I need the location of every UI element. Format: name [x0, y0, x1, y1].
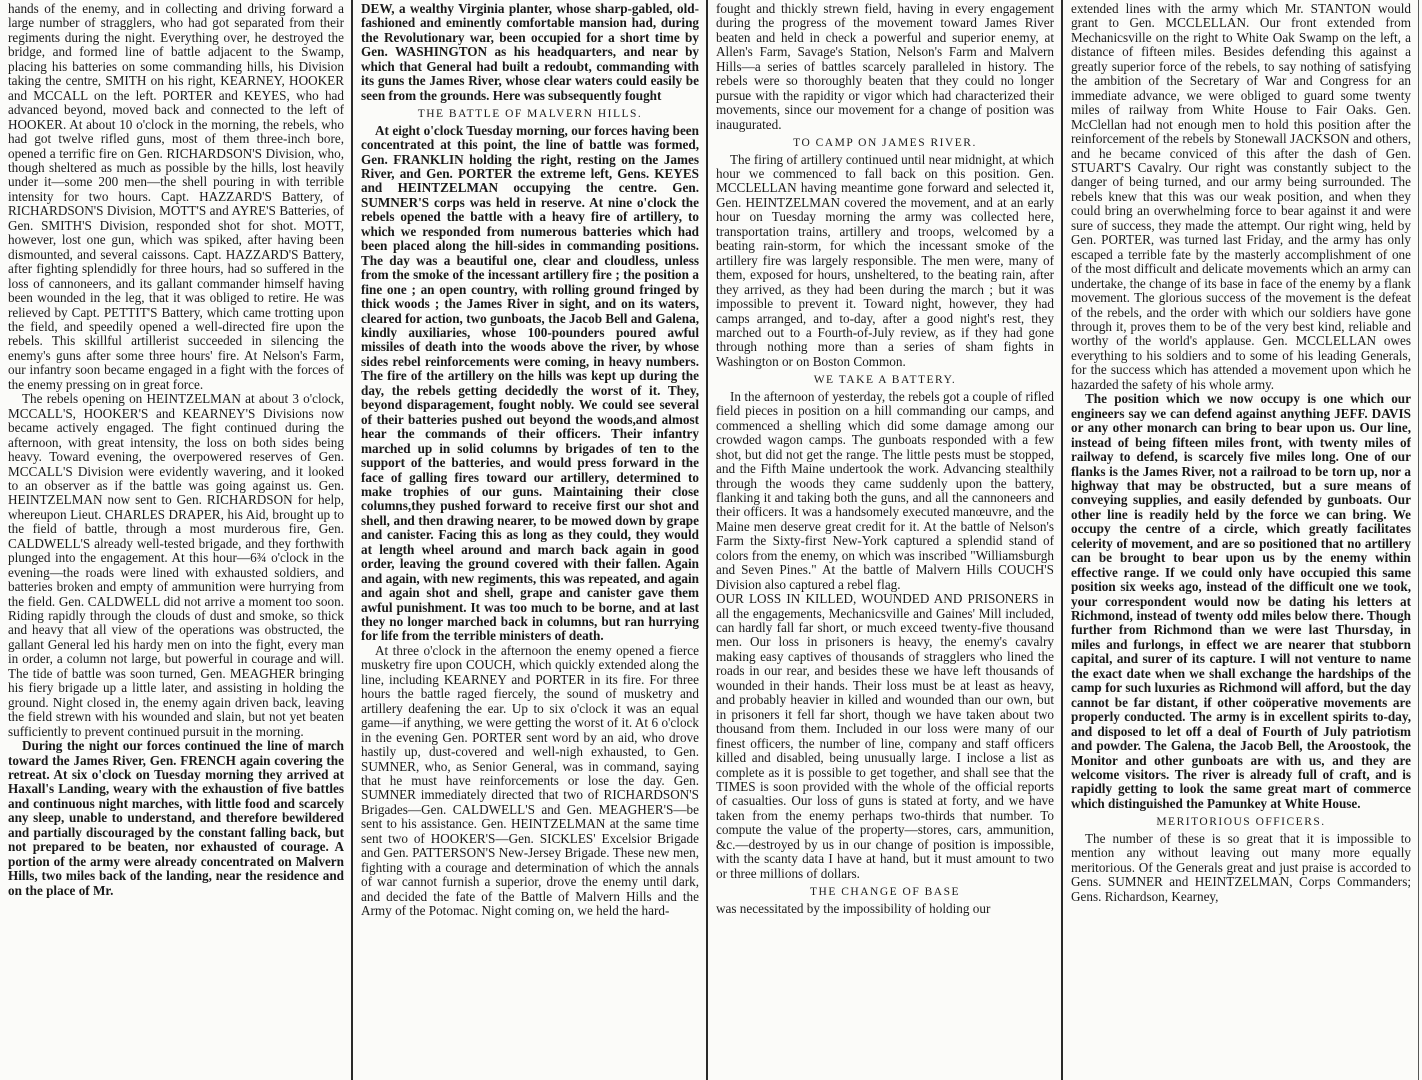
- section-heading: WE TAKE A BATTERY.: [813, 374, 957, 387]
- paragraph: At eight o'clock Tuesday morning, our forces having been concentrated at this point, the line of battle was formed, Gen. FRANKLIN holding the right, resting on the James River, and Gen. PORTER the extreme left, Gens. KEYES and HEINTZELMAN occupying the centre. Gen. SUMNER'S corps was held in reserve. At nine o'clock the rebels opened the battle with a heavy fire of artillery, to which we responded from numerous batteries which had been placed along the hill-sides in commanding positions. The day was a beautiful one, clear and cloudless, unless from the smoke of the incessant artillery fire ; the position a fine one ; an open country, with rolling ground fringed by thick woods ; the James River in sight, and on its waters, cleared for action, two gunboats, the Jacob Bell and Galena, kindly auxiliaries, whose 100-pounders poured awful missiles of death into the woods above the river, by whose sides rebel reinforcements were coming, in heavy numbers. The fire of the artillery on the hills was kept up during the day, the rebels getting decidedly the worst of it. They, beyond disparagement, fought nobly. We could see several of their batteries pushed out beyond the woods,and almost hear the commands of their officers. Their infantry marched up in solid columns by brigades of ten to the support of the batteries, and would press forward in the face of galling fires toward our artillery, determined to make trophies of our guns. Maintaining their close columns,they pushed forward to receive first our shot and shell, and then drawing nearer, to be mowed down by grape and canister. Facing this as long as they could, they would at length wheel around and march back again in good order, leaving the ground covered with their fallen. Again and again, with new regiments, this was repeated, and again and again shot and shell, grape and canister gave them awful punishment. It was too much to be borne, and at last they no longer marched back in columns, but ran hurrying for life from the terrible ministers of death.: [361, 122, 699, 644]
- paragraph: hands of the enemy, and in collecting and driving forward a large number of stragglers, who had got separated from their regiments during the night. Everything over, he destroyed the bridge, and formed line of battle adjacent to the Swamp, placing his batteries on some commanding hills, his Division taking the centre, SMITH on his right, KEARNEY, HOOKER and MCCALL on the left. PORTER and KEYES, who had advanced beyond, moved back and connected to the left of HOOKER. At about 10 o'clock in the morning, the rebels, who had got twelve rifled guns, most of them three-inch bore, opened a terrific fire on Gen. RICHARDSON'S Division, who, though sheltered as much as possible by the hills, lost heavily under it—some 200 men—the shell pouring in with terrible intensity for two hours. Capt. HAZZARD'S Battery, of RICHARDSON'S Division, MOTT'S and AYRE'S Batteries, of Gen. SMITH'S Division, responded shot for shot. MOTT, however, lost one gun, which was spiked, after having been dismounted, and several caissons. Capt. HAZZARD'S Battery, after fighting splendidly for three hours, had so suffered in the loss of cannoneers, and its gallant commander himself having been wounded in the leg, that it was obliged to retire. He was relieved by Capt. PETTIT'S Battery, which came trotting upon the field, and speedily opened a well-directed fire upon the rebels. This skillful artillerist succeeded in silencing the enemy's guns after some three hours' fire. At Nelson's Farm, our infantry soon became engaged in a fight with the forces of the enemy pressing on in great force.: [8, 2, 344, 392]
- paragraph: was necessitated by the impossibility of holding our: [716, 900, 991, 916]
- section-heading: MERITORIOUS OFFICERS.: [1156, 816, 1326, 829]
- paragraph: The number of these is so great that it is impossible to mention any without leaving out many more equally meritorious. Of the Generals great and just praise is accorded to Gens. SUMNER and HEINTZELMAN, Corps Commanders; Gens. Richardson, Kearney,: [1071, 830, 1411, 904]
- article-column-4: [1071, 2, 1411, 1078]
- section-heading: THE BATTLE OF MALVERN HILLS.: [417, 108, 643, 121]
- paragraph: In the afternoon of yesterday, the rebels got a couple of rifled field pieces in position on a hill commanding our camps, and commenced a shelling which did some damage among our crowded wagon camps. The gunboats responded with a few shot, but did not get the range. The little pests must be stopped, and the Fifth Maine undertook the work. Advancing stealthily through the woods they came suddenly upon the battery, flanking it and taking both the guns, and all the cannoneers and their officers. It was a handsomely executed manœuvre, and the Maine men deserve great credit for it. At the battle of Nelson's Farm the Sixty-first New-York captured a splendid stand of colors from the enemy, on which was inscribed "Williamsburgh and Seven Pines." At the battle of Malvern Hills COUCH'S Division also captured a rebel flag.: [716, 388, 1054, 592]
- article-column-1: [8, 2, 344, 1078]
- column-rule: [1418, 0, 1419, 1080]
- article-column-3: [716, 2, 1054, 1078]
- paragraph: The rebels opening on HEINTZELMAN at about 3 o'clock, MCCALL'S, HOOKER'S and KEARNEY'S Divisions now became actively engaged. The fight continued during the afternoon, with great intensity, the loss on both sides being heavy. Toward evening, the overpowered reserves of Gen. MCCALL'S Division were evidently wavering, and it looked to an observer as if the battle was going against us. Gen. HEINTZELMAN now sent to Gen. RICHARDSON for help, whereupon Lieut. CHARLES DRAPER, his Aid, brought up to the field of battle, through a most murderous fire, Gen. CALDWELL'S already well-tested brigade, and they forthwith plunged into the engagement. At this hour—6¾ o'clock in the evening—the roads were lined with exhausted soldiers, and batteries broken and empty of ammunition were hurrying from the field. Gen. CALDWELL did not arrive a moment too soon. Riding rapidly through the clouds of dust and smoke, so thick and heavy that all view of the operations was obstructed, the gallant General led his hardy men on into the fight, every man in order, a column not large, but powerful in courage and will. The tide of battle was soon turned, Gen. MEAGHER bringing his fiery brigade up a little later, and assisting in holding the ground. Night closed in, the enemy again driven back, leaving the field strewn with his wounded and slain, but not yet beaten sufficiently to prevent continued pursuit in the morning.: [8, 391, 344, 739]
- section-heading: TO CAMP ON JAMES RIVER.: [793, 137, 977, 150]
- article-column-2: [361, 2, 699, 1078]
- section-heading: THE CHANGE OF BASE: [810, 886, 960, 899]
- column-rule: [351, 0, 353, 1080]
- column-rule: [1061, 0, 1063, 1080]
- paragraph: DEW, a wealthy Virginia planter, whose sharp-gabled, old-fashioned and eminently comfortable mansion had, during the Revolutionary war, been occupied for a short time by Gen. WASHINGTON as his headquarters, and near by which that General had built a redoubt, commanding with its guns the James River, whose clear waters could easily be seen from the grounds. Here was subsequently fought: [361, 2, 699, 103]
- paragraph: extended lines with the army which Mr. STANTON would grant to Gen. MCCLELLAN. Our front extended from Mechanicsville on the right to White Oak Swamp on the left, a distance of fifteen miles. Besides defending this against a greatly superior force of the rebels, to say nothing of satisfying the ambition of the Secretary of War and Congress for an immediate advance, we were obliged to guard some twenty miles of railway from White House to Fair Oaks. Gen. McClellan had not enough men to hold this position after the reinforcement of the rebels by Stonewall JACKSON and others, and he became conviced of this after the dash of Gen. STUART'S Cavalry. Our right was constantly subject to the danger of being turned, and our army being surrounded. The rebels knew that this was our weak position, and when they could bring an overwhelming force to bear against it and were sure of success, they made the attempt. Our right wing, held by Gen. PORTER, was turned last Friday, and the army has only escaped a terrible fate by the masterly accomplishment of one of the most difficult and delicate movements which an army can undertake, the change of its base in face of the enemy by a flank movement. The glorious success of the movement is the defeat of the rebels, and the order with which our soldiers have gone through it, proves them to be of the very best kind, reliable and worthy of the world's applause. Gen. MCCLELLAN owes everything to his soldiers and to some of his leading Generals, for the success which has attended a movement upon which he hazarded the safety of his whole army.: [1071, 2, 1411, 392]
- paragraph: During the night our forces continued the line of march toward the James River, Gen. FRENCH again covering the retreat. At six o'clock on Tuesday morning they arrived at Haxall's Landing, weary with the exhaustion of five battles and continuous night marches, with little food and scarcely any sleep, unable to understand, and therefore bewildered and partially discouraged by the constant falling back, but not prepared to be beaten, nor exhausted of courage. A portion of the army were already concentrated on Malvern Hills, two miles back of the landing, near the residence and on the place of Mr.: [8, 738, 344, 898]
- paragraph: OUR LOSS IN KILLED, WOUNDED AND PRISONERS in all the engagements, Mechanicsville and Gaines' Mill included, can hardly fall far short, or much exceed twenty-five thousand men. Our loss in prisoners is heavy, the enemy's cavalry making easy captives of thousands of stragglers who lined the roads in our rear, and besides these we have left thousands of wounded in their hands. Their loss must be at least as heavy, and probably heavier in killed and wounded than our own, but in prisoners it fell far short, though we have taken about two thousand from them. Included in our loss were many of our finest officers, the number of line, company and staff officers killed and disabled, being unusually large. I inclose a list as complete as it is possible to get together, and shall see that the TIMES is soon provided with the whole of the official reports of casualties. Our loss of guns is stated at forty, and we have taken from the enemy perhaps two-thirds that number. To compute the value of the property—stores, cars, ammunition, &c.—destroyed by us in our change of position is impossible, with the scanty data I have at hand, but it must amount to two or three millions of dollars.: [716, 591, 1054, 881]
- column-rule: [706, 0, 708, 1080]
- paragraph: The position which we now occupy is one which our engineers say we can defend against anything JEFF. DAVIS or any other monarch can bring to bear upon us. Our line, instead of being fifteen miles front, with twenty miles of railway to defend, is scarcely five miles long. One of our flanks is the James River, not a railroad to be torn up, nor a highway that may be obstructed, but a sure means of conveying supplies, and easily defended by gunboats. Our other line is readily held by the force we can bring. We occupy the centre of a circle, which greatly facilitates celerity of movement, and are so positioned that no artillery can be brought to bear upon us by the enemy within effective range. If we could only have occupied this same position six weeks ago, instead of the difficult one we took, your correspondent would now be dating his letters at Richmond, instead of twenty odd miles below there. Though further from Richmond than we were last Thursday, in miles and furlongs, in effect we are nearer that stubborn capital, and surer of its capture. I will not venture to name the exact date when we shall exchange the hardships of the camp for such luxuries as Richmond will afford, but the day cannot be far distant, if other coöperative movements are properly conducted. The army is in excellent spirits to-day, and disposed to let off a deal of Fourth of July patriotism and powder. The Galena, the Jacob Bell, the Aroostook, the Monitor and other gunboats are with us, and they are welcome visitors. The river is already full of craft, and is rapidly getting to look the same great mart of commerce which distinguished the Pamunkey at White House.: [1071, 391, 1411, 811]
- paragraph: At three o'clock in the afternoon the enemy opened a fierce musketry fire upon COUCH, which quickly extended along the line, including KEARNEY and PORTER in its fire. For three hours the battle raged fiercely, the sound of musketry and artillery deafening the ear. Up to six o'clock it was an equal game—if anything, we were getting the worst of it. At 6 o'clock in the evening Gen. PORTER sent word by an aid, who drove hastily up, dust-covered and well-nigh exhausted, to Gen. SUMNER, who, as Senior General, was in command, saying that he must have reinforcements or lose the day. Gen. SUMNER immediately directed that two of RICHARDSON'S Brigades—Gen. CALDWELL'S and Gen. MEAGHER'S—be sent to his assistance. Gen. HEINTZELMAN at the same time sent two of HOOKER'S—Gen. SICKLES' Excelsior Brigade and Gen. PATTERSON'S New-Jersey Brigade. These new men, fighting with a courage and determination of which the annals of war cannot furnish a superior, drove the enemy until dark, and decided the fate of the Battle of Malvern Hills and the Army of the Potomac. Night coming on, we held the hard-: [361, 642, 699, 919]
- paragraph: fought and thickly strewn field, having in every engagement during the progress of the movement toward James River beaten and held in check a powerful and superior enemy, at Allen's Farm, Savage's Station, Nelson's Farm and Malvern Hills—a series of battles scarcely paralleled in history. The rebels were so thoroughly beaten that they could no longer pursue with the rapidity or vigor which had characterized their movements, since our movement for a change of position was inaugurated.: [716, 2, 1054, 132]
- paragraph: The firing of artillery continued until near midnight, at which hour we commenced to fall back on this position. Gen. MCCLELLAN having meantime gone forward and selected it, Gen. HEINTZELMAN covered the movement, and at an early hour on Tuesday morning the army was collected here, transportation trains, artillery and troops, welcomed by a beating rain-storm, for which the incessant smoke of the artillery fire was largely responsible. The men were, many of them, exposed for hours, unsheltered, to the beating rain, after they arrived, as they had been during the march ; but it was impossible to prevent it. Toward night, however, they had camps arranged, and to-day, after a good night's rest, they marched out to a Fourth-of-July review, as if they had gone through nothing more than a series of sham fights in Washington or on Boston Common.: [716, 151, 1054, 369]
